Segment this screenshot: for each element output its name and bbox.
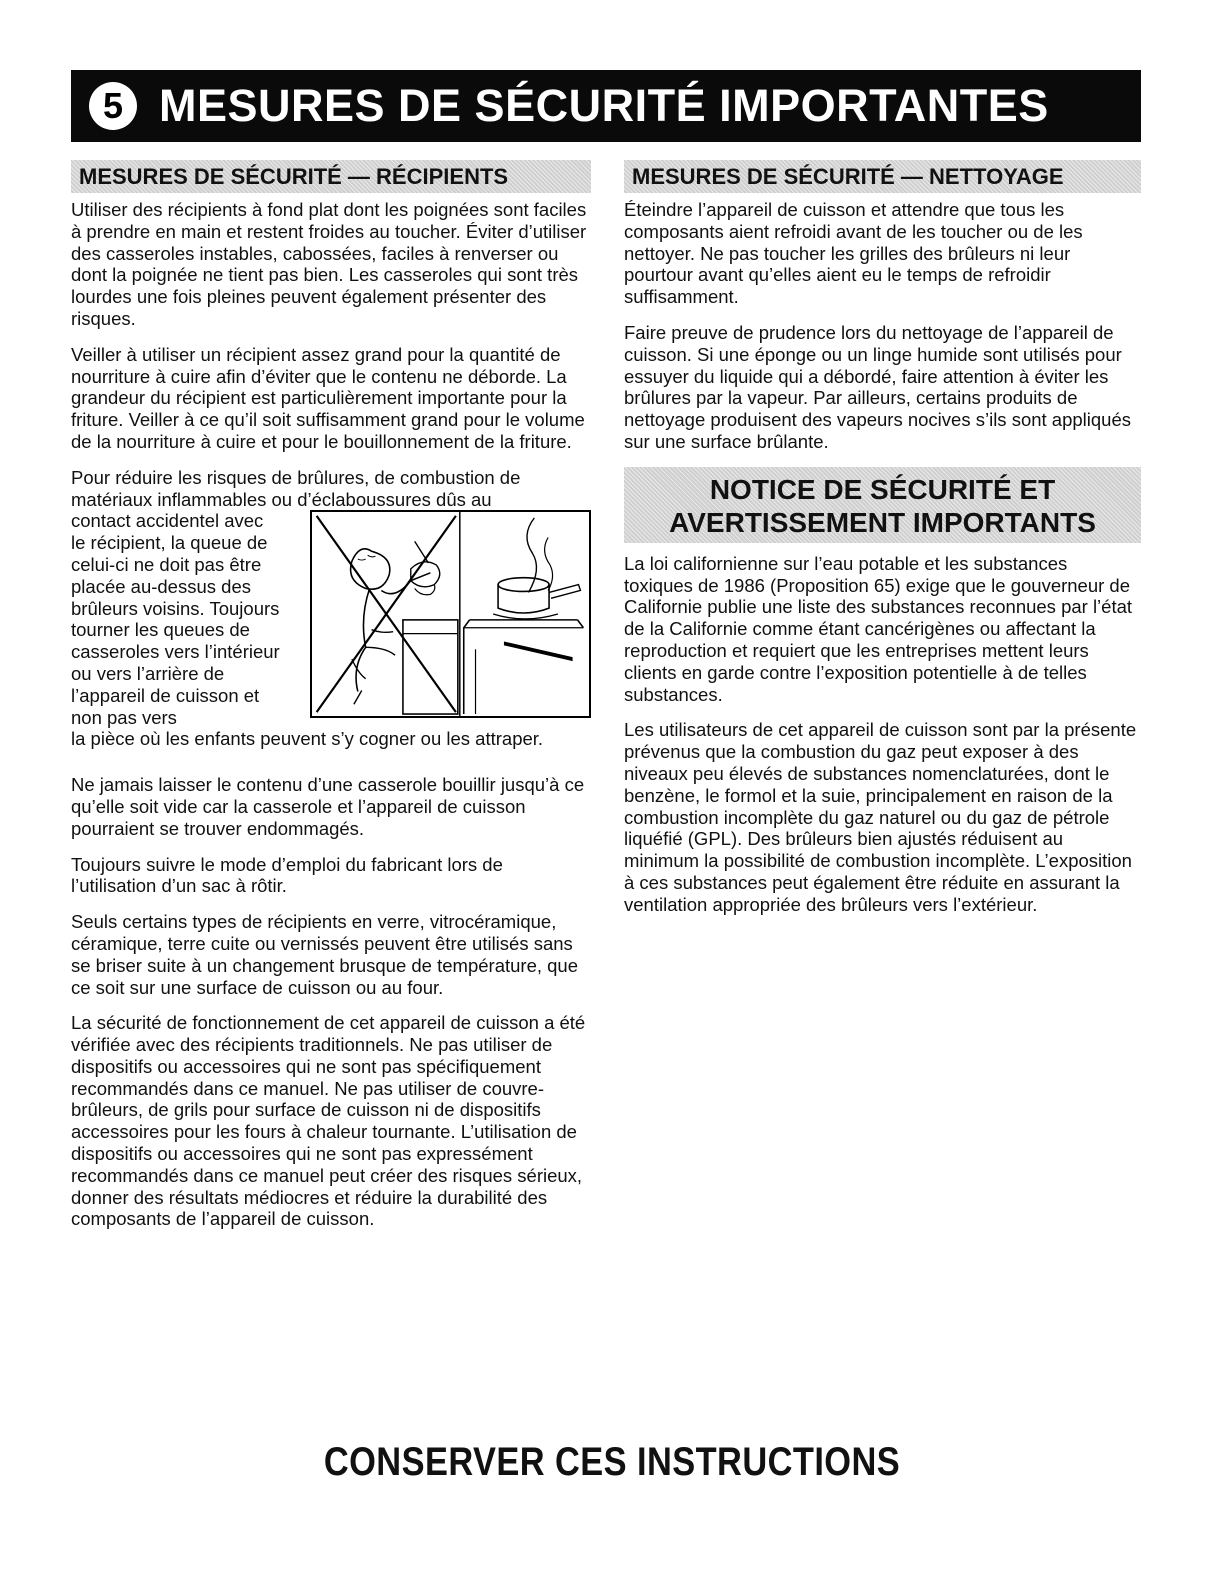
paragraph: Les utilisateurs de cet appareil de cuisson sont par la présente prévenus que la combustion du gaz peut exposer à des niveaux peu élevés de substances nomenclaturées, dont le benzène, le formol et la suie, principalement en raison de la combustion incomplète du gaz naturel ou du gaz de pétrole liquéfié (GPL). Des brûleurs bien ajustés réduisent au minimum la possibilité de combustion incomplète. L’exposition à ces substances peut également être réduite en assurant la ventilation appropriée des brûleurs vers l’extérieur. [624,719,1137,915]
illustration-block [71,510,591,728]
notice-line-1: NOTICE DE SÉCURITÉ ET [709,473,1056,505]
section-banner [71,70,1141,142]
paragraph: La loi californienne sur l’eau potable et les substances toxiques de 1986 (Proposition 65) exige que le gouverneur de Californie publie une liste des substances reconnues par l’état de la Californie comme étant cancérigènes ou affectant la reproduction et requiert que les entreprises mettent leurs clients en garde contre l’exposition potentielle à de telles substances. [624,552,1133,705]
heading-notice [624,467,1141,543]
notice-line-2: AVERTISSEMENT IMPORTANTS [669,506,1096,538]
right-column [624,160,1141,930]
paragraph: Veiller à utiliser un récipient assez grand pour la quantité de nourriture à cuire afin d’éviter que le contenu ne déborde. La grandeur du récipient est particulièrement importante pour la friture. Veiller à ce qu’il soit suffisamment grand pour le volume de la nourriture à cuire et pour le bouillonnement de la friture. [71,343,585,452]
paragraph: La sécurité de fonctionnement de cet appareil de cuisson a été vérifiée avec des récipients traditionnels. Ne pas utiliser de dispositifs ou accessoires qui ne sont pas spécifiquement recommandés dans ce manuel. Ne pas utiliser de couvre-brûleurs, de grils pour surface de cuisson ni de dispositifs accessoires pour les fours à chaleur tournante. L’utilisation de dispositifs ou accessoires qui ne sont pas expressément recommandés dans ce manuel peut créer des risques sérieux, donner des résultats médiocres et réduire la durabilité des composants de l’appareil de cuisson. [71,1012,586,1230]
pan-handle-safety-illustration [310,510,591,718]
left-column [71,160,591,1244]
heading-cleaning: MESURES DE SÉCURITÉ — NETTOYAGE [624,160,1141,193]
paragraph: Seuls certains types de récipients en verre, vitrocéramique, céramique, terre cuite ou vernissés peuvent être utilisés sans se briser suite à un changement brusque de température, que ce soit sur une surface de cuisson ou au four. [71,911,579,998]
paragraph: la pièce où les enfants peuvent s’y cogner ou les attraper. [71,728,544,750]
paragraph: Éteindre l’appareil de cuisson et attendre que tous les composants aient refroidi avant de les toucher ou de les nettoyer. Ne pas toucher les grilles des brûleurs ni leur pourtour avant qu’elles aient eu le temps de refroidir suffisamment. [624,199,1083,308]
paragraph: Faire preuve de prudence lors du nettoyage de l’appareil de cuisson. Si une éponge ou un linge humide sont utilisés pour essuyer du liquide qui a débordé, faire attention à éviter les brûlures par la vapeur. Par ailleurs, certains produits de nettoyage produisent des vapeurs nocives s’ils sont appliqués sur une surface brûlante. [624,321,1132,452]
page-title: MESURES DE SÉCURITÉ IMPORTANTES [159,80,1049,131]
paragraph: Toujours suivre le mode d’emploi du fabricant lors de l’utilisation d’un sac à rôtir. [71,853,503,897]
heading-recipients: MESURES DE SÉCURITÉ — RÉCIPIENTS [71,160,591,193]
paragraph: Ne jamais laisser le contenu d’une casserole bouillir jusqu’à ce qu’elle soit vide car la casserole et l’appareil de cuisson pourraient se trouver endommagés. [71,774,585,839]
section-number-badge: 5 [89,82,137,130]
paragraph: Utiliser des récipients à fond plat dont les poignées sont faciles à prendre en main et restent froides au toucher. Éviter d’utiliser des casseroles instables, cabossées, faciles à renverser ou dont la poignée ne tient pas bien. Les casseroles qui sont très lourdes une fois pleines peuvent également présenter des risques. [71,199,587,329]
footer-instructions: CONSERVER CES INSTRUCTIONS [323,1440,901,1484]
paragraph-wrapped: contact accidentel avec le récipient, la queue de celui-ci ne doit pas être placée au-dessus des brûleurs voisins. Toujours tourner les queues de casseroles vers l’intérieur ou vers l’arrière de l’appareil de cuisson et non pas vers [71,510,280,728]
paragraph: Pour réduire les risques de brûlures, de combustion de matériaux inflammables ou d’éclaboussures dûs au [71,466,521,510]
